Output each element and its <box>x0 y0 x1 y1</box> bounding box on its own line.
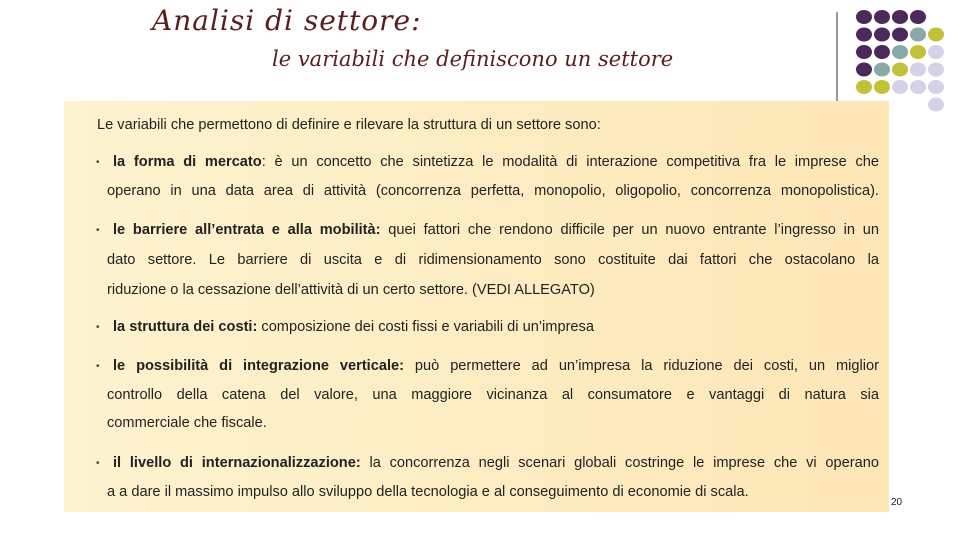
decorative-dot <box>910 63 926 77</box>
decorative-dot <box>892 10 908 24</box>
page-number: 20 <box>891 497 903 508</box>
decorative-dot <box>892 45 908 59</box>
slide-subtitle: le variabili che definiscono un settore <box>272 47 674 71</box>
decorative-dot <box>928 45 944 59</box>
bullet-3-term: la struttura dei costi: <box>113 319 258 335</box>
bullet-2-text: quei fattori che rendono difficile per un nuovo entrante l’ingresso in un <box>380 222 879 238</box>
decorative-dot <box>874 10 890 24</box>
bullet-marker: • <box>96 458 100 469</box>
decorative-dot <box>910 80 926 94</box>
decorative-dot <box>928 98 944 112</box>
bullet-4-line-2: controllo della catena del valore, una maggiore vicinanza al consumatore e vantaggi di natura sia <box>107 387 879 403</box>
bullet-5-line-1 <box>113 456 879 471</box>
decorative-dot <box>856 80 872 94</box>
bullet-5-term: il livello di internazionalizzazione: <box>113 455 361 471</box>
bullet-1-text: : è un concetto che sintetizza le modalità di interazione competitiva fra le imprese che <box>261 154 879 170</box>
bullet-5-line-2: a a dare il massimo impulso allo sviluppo della tecnologia e al conseguimento di economie di scala. <box>107 484 749 500</box>
bullet-4-line-1 <box>113 359 879 374</box>
bullet-marker: • <box>96 225 100 236</box>
decorative-dot <box>910 45 926 59</box>
decorative-dot <box>928 28 944 42</box>
decorative-dot <box>874 80 890 94</box>
decorative-dot <box>874 28 890 42</box>
bullet-3-text: composizione dei costi fissi e variabili di un’impresa <box>257 319 594 335</box>
decorative-dot <box>856 63 872 77</box>
bullet-marker: • <box>96 157 100 168</box>
decorative-dot <box>856 28 872 42</box>
decorative-dot <box>856 45 872 59</box>
bullet-marker: • <box>96 361 100 372</box>
bullet-4-line-3: commerciale che fiscale. <box>107 415 267 431</box>
bullet-5-text: la concorrenza negli scenari globali costringe le imprese che vi operano <box>360 455 879 471</box>
decorative-dot <box>928 63 944 77</box>
bullet-1-term: la forma di mercato <box>113 154 262 170</box>
bullet-4-term: le possibilità di integrazione verticale: <box>113 358 405 374</box>
bullet-2-line-2: dato settore. Le barriere di uscita e di ridimensionamento sono costituite dai fattori che ostacolano la <box>107 252 879 268</box>
bullet-1-line-2: operano in una data area di attività (concorrenza perfetta, monopolio, oligopolio, concorrenza monopolistica). <box>107 183 879 199</box>
decorative-dot <box>892 80 908 94</box>
decorative-dot <box>892 63 908 77</box>
bullet-2-line-1 <box>113 223 879 238</box>
decorative-dot <box>910 10 926 24</box>
slide-title: Analisi di settore: <box>152 4 422 37</box>
decorative-dot <box>874 45 890 59</box>
decorative-dot <box>928 80 944 94</box>
decorative-dot <box>910 28 926 42</box>
decorative-dot <box>892 28 908 42</box>
bullet-2-term: le barriere all’entrata e alla mobilità: <box>113 222 381 238</box>
bullet-2-line-3: riduzione o la cessazione dell’attività di un certo settore. (VEDI ALLEGATO) <box>107 282 595 298</box>
bullet-3-line-1 <box>113 320 594 335</box>
bullet-4-text: può permettere ad un’impresa la riduzione dei costi, un miglior <box>404 358 879 374</box>
decorative-dot <box>856 10 872 24</box>
bullet-1-line-1 <box>113 155 879 170</box>
intro-text: Le variabili che permettono di definire e rilevare la struttura di un settore sono: <box>97 117 601 133</box>
decorative-dot <box>874 63 890 77</box>
bullet-marker: • <box>96 322 100 333</box>
